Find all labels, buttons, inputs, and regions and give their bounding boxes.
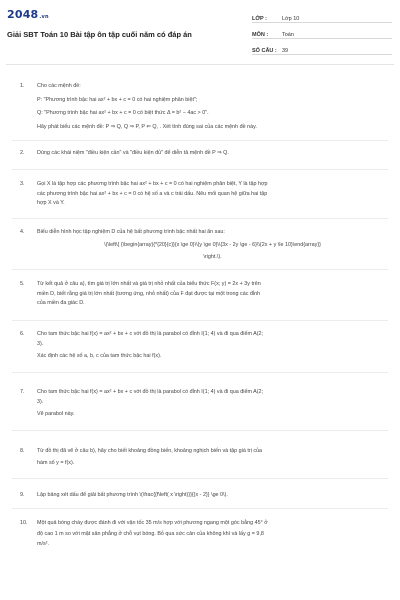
question-line: Xác định các hệ số a, b, c của tam thức bậc hai f(x). (37, 353, 162, 359)
question-number: 3. (20, 181, 25, 187)
question-body (37, 491, 388, 501)
question-line: P: "Phương trình bậc hai ax² + bx + c = 0 có hai nghiệm phân biệt"; (37, 96, 198, 103)
question-divider (12, 372, 388, 373)
question-number: 7. (20, 389, 25, 395)
question-line: của miền đa giác D. (37, 300, 85, 306)
question-body (37, 447, 388, 468)
question-line: Dùng các khái niệm "điều kiện cần" và "điều kiện đủ" để diễn tả mệnh đề P ⇒ Q. (37, 150, 229, 156)
question-line: Cho tam thức bậc hai f(x) = ax² + bx + c với đồ thị là parabol có đỉnh I(1; 4) và đi qua điểm A(2; (37, 331, 264, 337)
question-body (37, 388, 388, 420)
logo-suffix: .vn (39, 14, 49, 20)
meta-key: SỐ CÂU : (252, 48, 277, 54)
meta-row-count (252, 42, 392, 55)
question-number: 6. (20, 331, 25, 337)
question-line: Cho tam thức bậc hai f(x) = ax² + bx + c với đồ thị là parabol có đỉnh I(1; 4) và đi qua điểm A(2; (37, 389, 264, 395)
question-line: Hãy phát biểu các mệnh đề: P ⇒ Q, Q ⇒ P, P ⇐ Q, . Xét tính đúng sai của các mệnh đề này. (37, 123, 257, 130)
meta-value: Toán (282, 32, 294, 38)
question-body (37, 180, 388, 209)
meta-row-class (252, 10, 392, 23)
question-divider (12, 169, 388, 170)
question-body (37, 280, 388, 309)
question-line: hợp X và Y. (37, 200, 65, 206)
question-number: 5. (20, 281, 25, 287)
header-divider (6, 64, 394, 65)
question-number: 2. (20, 150, 25, 156)
question-number: 4. (20, 229, 25, 235)
meta-key: MÔN : (252, 32, 269, 38)
meta-row-subject (252, 26, 392, 39)
question-line: Gọi X là tập hợp các phương trình bậc hai ax² + bx + c = 0 có hai nghiệm phân biệt, Y là tập hợp (37, 181, 268, 187)
question-line: Từ đồ thị đã vẽ ở câu b), hãy cho biết khoảng đồng biến, khoảng nghịch biến và tập giá trị của (37, 448, 263, 454)
question-number: 9. (20, 492, 25, 498)
question-line: độ cao 1 m so với mặt sân phẳng ở chỗ vụt bóng. Bỏ qua sức cản của không khí và lấy g = 9,8 (37, 530, 264, 537)
question-divider (12, 508, 388, 509)
question-line: 3). (37, 398, 44, 405)
question-body (37, 228, 388, 263)
site-logo[interactable] (7, 8, 49, 21)
question-divider (12, 430, 388, 431)
question-number: 10. (20, 520, 28, 526)
meta-panel (252, 10, 392, 58)
question-line: các phương trình bậc hai ax² + bx + c = 0 có hệ số a và c trái dấu. Nêu mối quan hệ giữa hai tập (37, 190, 268, 197)
question-line: \(\left\{ {\begin{array}{*{20}{c}}{x \ge 0}\\{y \ge 0}\\{3x - 2y \ge - 6}\\{2x + y \le 10}\end{array}} (104, 241, 321, 248)
question-line: Cho các mệnh đề: (37, 83, 81, 89)
question-body (37, 330, 388, 362)
question-divider (12, 140, 388, 141)
question-line: miền D, biết rằng giá trị lớn nhất (tương ứng, nhỏ nhất) của F đạt được tại một trong các đỉnh (37, 290, 261, 297)
question-line: Từ kết quả ở câu a), tìm giá trị lớn nhất và giá trị nhỏ nhất của biểu thức F(x; y) = 2x + 3y trên (37, 281, 261, 287)
question-line: hàm số y = f(x). (37, 459, 75, 466)
logo-main: 2048 (7, 8, 39, 21)
question-number: 1. (20, 83, 25, 89)
question-line: Q: "Phương trình bậc hai ax² + bx + c = 0 có biệt thức Δ = b² − 4ac > 0". (37, 110, 209, 116)
question-number: 8. (20, 448, 25, 454)
meta-value: Lớp 10 (282, 16, 300, 22)
question-body (37, 149, 388, 159)
meta-key: LỚP : (252, 16, 267, 22)
question-body (37, 519, 388, 550)
question-divider (12, 478, 388, 479)
question-line: Biểu diễn hình học tập nghiệm D của hệ bất phương trình bậc nhất hai ẩn sau: (37, 229, 225, 235)
page-title: Giải SBT Toán 10 Bài tập ôn tập cuối năm có đáp án (7, 30, 192, 39)
question-line: Vẽ parabol này. (37, 411, 75, 417)
question-divider (12, 269, 388, 270)
question-line: 3). (37, 340, 44, 347)
question-body (37, 82, 388, 132)
question-line: Một quả bóng chày được đánh đi với vận tốc 35 m/s hợp với phương ngang một góc bằng 45° ở (37, 520, 268, 526)
question-divider (12, 320, 388, 321)
question-divider (12, 218, 388, 219)
meta-value: 39 (282, 48, 289, 54)
question-line: \right.\). (203, 254, 222, 260)
question-line: m/s². (37, 541, 49, 547)
question-line: Lập bảng xét dấu để giải bất phương trình \(\frac{{f\left( x \right)}}{{x - 2}} \ge 0\). (37, 492, 228, 498)
